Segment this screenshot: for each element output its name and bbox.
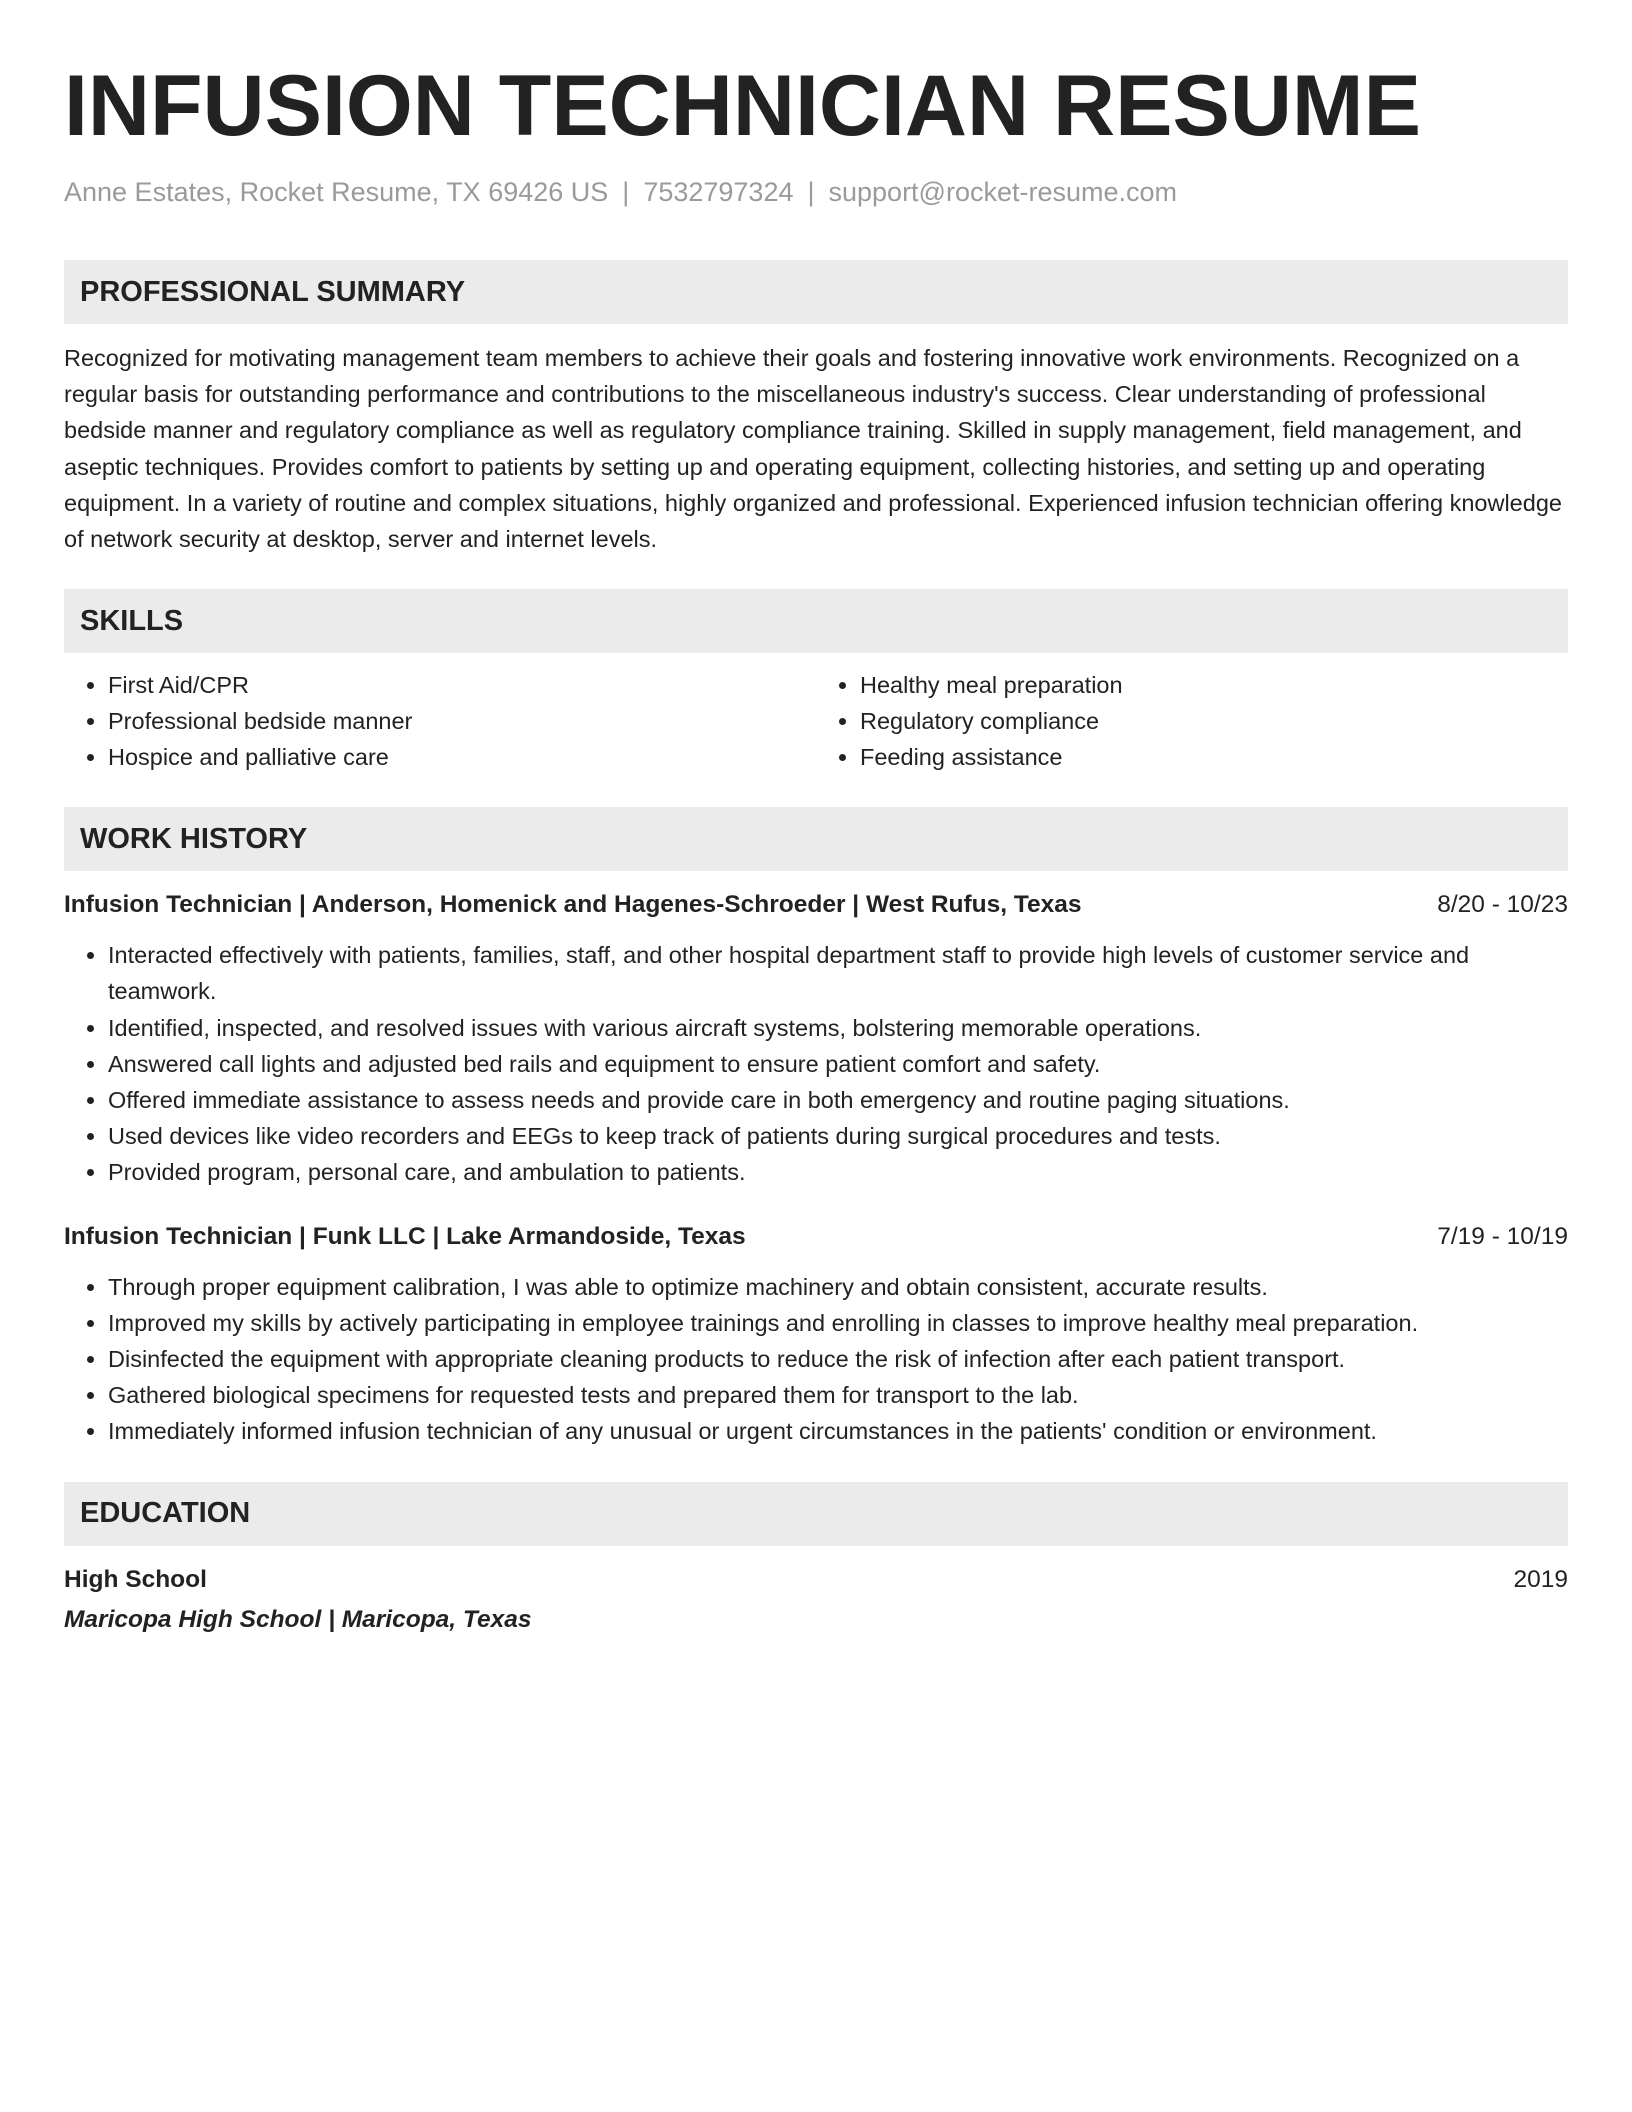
job-bullet: • Through proper equipment calibration, I was able to optimize machinery and obtain consistent, accurate results. xyxy=(108,1269,1568,1305)
job-bullets xyxy=(64,1269,1568,1450)
job-bullet: • Gathered biological specimens for requested tests and prepared them for transport to the lab. xyxy=(108,1377,1568,1413)
skills-column-right xyxy=(816,667,1568,775)
job-bullet: • Provided program, personal care, and ambulation to patients. xyxy=(108,1154,1568,1190)
job-bullet: • Used devices like video recorders and EEGs to keep track of patients during surgical procedures and tests. xyxy=(108,1118,1568,1154)
job-bullet: • Improved my skills by actively participating in employee trainings and enrolling in classes to improve healthy meal preparation. xyxy=(108,1305,1568,1341)
job-dates: 7/19 - 10/19 xyxy=(1437,1222,1568,1250)
skills-column-left xyxy=(64,667,816,775)
job-bullet: • Immediately informed infusion technician of any unusual or urgent circumstances in the patients' condition or environment. xyxy=(108,1413,1568,1449)
skill-item: • Healthy meal preparation xyxy=(860,667,1568,703)
job-bullet: • Offered immediate assistance to assess needs and provide care in both emergency and routine paging situations. xyxy=(108,1082,1568,1118)
job-header xyxy=(64,887,1568,923)
skill-item: • Regulatory compliance xyxy=(860,703,1568,739)
education-school: Maricopa High School | Maricopa, Texas xyxy=(64,1605,532,1633)
job-bullet: • Disinfected the equipment with appropriate cleaning products to reduce the risk of infection after each patient transport. xyxy=(108,1341,1568,1377)
job-title: Infusion Technician | Anderson, Homenick and Hagenes-Schroeder | West Rufus, Texas xyxy=(64,891,1082,919)
job-bullet: • Answered call lights and adjusted bed rails and equipment to ensure patient comfort and safety. xyxy=(108,1046,1568,1082)
section-heading-summary: PROFESSIONAL SUMMARY xyxy=(64,260,1568,324)
section-heading-work-history: WORK HISTORY xyxy=(64,807,1568,871)
skill-item: • First Aid/CPR xyxy=(108,667,816,703)
education-year: 2019 xyxy=(1513,1565,1568,1593)
contact-email: support@rocket-resume.com xyxy=(828,177,1178,207)
contact-phone: 7532797324 xyxy=(643,177,794,207)
job-bullets xyxy=(64,937,1568,1190)
contact-line xyxy=(64,174,1568,210)
skills-list xyxy=(64,667,1568,775)
job-entry xyxy=(64,1219,1568,1450)
resume-title: INFUSION TECHNICIAN RESUME xyxy=(64,58,1421,154)
skill-item: • Professional bedside manner xyxy=(108,703,816,739)
job-entry xyxy=(64,887,1568,1190)
summary-text: Recognized for motivating management team members to achieve their goals and fostering innovative work environments. Recognized on a regular basis for outstanding performance and contributions to the miscellaneous industry's success. Clear understanding of professional bedside manner and regulatory compliance as well as regulatory compliance training. Skilled in supply management, field management, and aseptic techniques. Provides comfort to patients by setting up and operating equipment, collecting histories, and setting up and operating equipment. In a variety of routine and complex situations, highly organized and professional. Experienced infusion technician offering knowledge of network security at desktop, server and internet levels. xyxy=(64,345,1562,553)
job-title: Infusion Technician | Funk LLC | Lake Armandoside, Texas xyxy=(64,1222,746,1250)
job-dates: 8/20 - 10/23 xyxy=(1437,891,1568,919)
education-degree: High School xyxy=(64,1565,207,1593)
contact-separator: | xyxy=(807,177,815,207)
skill-item: • Hospice and palliative care xyxy=(108,739,816,775)
education-entry xyxy=(64,1562,1568,1638)
section-heading-education: EDUCATION xyxy=(64,1482,1568,1546)
contact-address: Anne Estates, Rocket Resume, TX 69426 US xyxy=(64,177,609,207)
job-header xyxy=(64,1219,1568,1255)
contact-separator: | xyxy=(622,177,630,207)
job-bullet: • Interacted effectively with patients, families, staff, and other hospital department staff to provide high levels of customer service and teamwork. xyxy=(108,937,1568,1009)
section-heading-skills: SKILLS xyxy=(64,589,1568,653)
skill-item: • Feeding assistance xyxy=(860,739,1568,775)
education-header xyxy=(64,1562,1568,1598)
job-bullet: • Identified, inspected, and resolved issues with various aircraft systems, bolstering memorable operations. xyxy=(108,1010,1568,1046)
